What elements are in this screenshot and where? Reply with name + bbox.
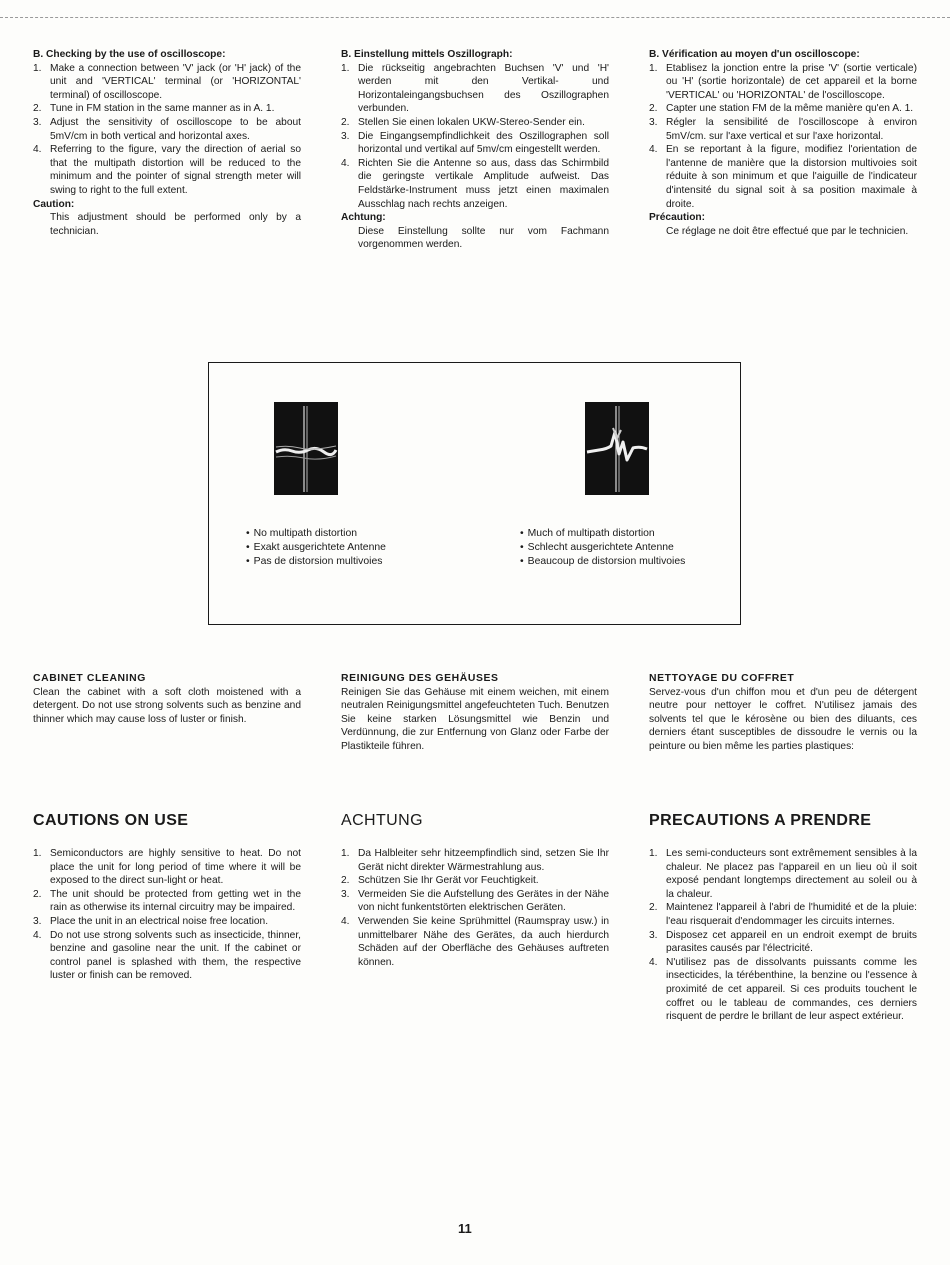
osc-col-en: [33, 48, 301, 238]
cleaning-title-fr: NETTOYAGE DU COFFRET: [649, 673, 795, 684]
cautions-title-en: CAUTIONS ON USE: [33, 812, 189, 829]
caption-item: • Schlecht ausgerichtete Antenne: [520, 541, 685, 555]
caution-text-fr: Ce réglage ne doit être effectué que par le technicien.: [666, 225, 909, 237]
list-item: 3. Régler la sensibilité de l'oscilloscope à environ 5mV/cm. sur l'axe vertical et sur l'axe horizontal.: [649, 116, 917, 142]
list-item: 3. Place the unit in an electrical noise free location.: [33, 915, 269, 927]
list-item: 4. En se reportant à la figure, modifiez l'orientation de l'antenne de manière que la distorsion multivoies soit réduite à son minimum et que l'aiguille de l'indicateur d'intensité du signal soit à sa position maximale à droite.: [649, 144, 917, 210]
caption-item: • Pas de distorsion multivoies: [246, 555, 386, 569]
list-item: 3. Adjust the sensitivity of oscilloscope to be about 5mV/cm in both vertical and horizontal axes.: [33, 116, 301, 142]
list-item: 2. Schützen Sie Ihr Gerät vor Feuchtigkeit.: [341, 875, 539, 887]
scope-screen-distortion: [585, 402, 649, 495]
cautions-list-fr: [649, 847, 917, 1024]
caution-label-de: Achtung:: [341, 212, 386, 224]
caption-item: • No multipath distortion: [246, 527, 386, 541]
list-item: 1. Da Halbleiter sehr hitzeempfindlich sind, setzen Sie Ihr Gerät nicht direkter Wärmestrahlung aus.: [341, 848, 609, 873]
cleaning-text-en: Clean the cabinet with a soft cloth moistened with a detergent. Do not use strong solvents such as benzine and thinner which may cause loss of luster or finish.: [33, 686, 301, 725]
top-rule: [0, 17, 950, 18]
caption-item: • Exakt ausgerichtete Antenne: [246, 541, 386, 555]
scope-screen-no-distortion: [274, 402, 338, 495]
osc-heading-fr: B. Vérification au moyen d'un oscilloscope:: [649, 49, 860, 60]
cautions-en: [33, 847, 301, 983]
cautions-list-de: [341, 847, 609, 969]
waveform-flat: [274, 402, 338, 495]
osc-heading-en: B. Checking by the use of oscilloscope:: [33, 49, 226, 60]
list-item: 2. Capter une station FM de la même manière qu'en A. 1.: [649, 103, 914, 115]
osc-col-fr: [649, 48, 917, 238]
cautions-title-de: ACHTUNG: [341, 812, 423, 829]
cleaning-text-de: Reinigen Sie das Gehäuse mit einem weichen, mit einem neutralen Reinigungsmittel angefeuchteten Tuch. Benutzen Sie keine starken Lösungsmittel wie Benzin und Verdünnung, die zur Entfernung von Glanz oder Farbe der Plastikteile führen.: [341, 686, 609, 752]
osc-steps-fr: [649, 62, 917, 212]
list-item: 4. Richten Sie die Antenne so aus, dass das Schirmbild die geringste vertikale Amplitude aufweist. Das Feldstärke-Instrument muss jetzt einen maximalen Ausschlag nach rechts anzeigen.: [341, 157, 609, 210]
caution-label-en: Caution:: [33, 198, 75, 210]
list-item: 3. Die Eingangsempfindlichkeit des Oszillographen soll horizontal und vertikal auf 5mv/cm eingestellt werden.: [341, 130, 609, 156]
list-item: 4. N'utilisez pas de dissolvants puissants comme les insecticides, la térébenthine, la benzine ou l'essence à proximité de cet appareil. Si ces produits touchent le coffret ou le tableau de commandes, ces derniers risquent de perdre le brillant de leur aspect extérieur.: [649, 956, 917, 1023]
cautions-de: [341, 847, 609, 969]
osc-heading-de: B. Einstellung mittels Oszillograph:: [341, 49, 513, 60]
list-item: 4. Verwenden Sie keine Sprühmittel (Raumspray usw.) in unmittelbarer Nähe des Gerätes, da auch hierdurch Schäden auf der Oberfläche des Gehäuses auftreten können.: [341, 915, 609, 968]
cautions-fr: [649, 847, 917, 1024]
list-item: 4. Referring to the figure, vary the direction of aerial so that the multipath distortion will be reduced to the minimum and the pointer of signal strength meter will swing to right to the full extent.: [33, 144, 301, 196]
osc-steps-en: [33, 62, 301, 198]
caution-label-fr: Précaution:: [649, 212, 706, 224]
caution-text-en: This adjustment should be performed only by a technician.: [50, 212, 301, 237]
cleaning-title-de: REINIGUNG DES GEHÄUSES: [341, 673, 499, 684]
cleaning-title-en: CABINET CLEANING: [33, 673, 146, 684]
cleaning-text-fr: Servez-vous d'un chiffon mou et d'un peu de détergent neutre pour nettoyer le coffret. N'utilisez jamais des solvents tel que le kérosène ou bien des diluants, ces derniers étant susceptibles de dissoudre le vernis ou la peinture ou bien même les parties plastiques:: [649, 686, 917, 752]
list-item: 3. Disposez cet appareil en un endroit exempt de bruits parasites causés par l'électricité.: [649, 929, 917, 955]
caution-text-de: Diese Einstellung sollte nur vom Fachmann vorgenommen werden.: [358, 225, 609, 251]
cautions-list-en: [33, 847, 301, 983]
caption-item: • Beaucoup de distorsion multivoies: [520, 555, 685, 569]
list-item: 2. Stellen Sie einen lokalen UKW-Stereo-Sender ein.: [341, 116, 585, 128]
cleaning-fr: [649, 672, 917, 754]
cautions-title-fr: PRECAUTIONS A PRENDRE: [649, 812, 872, 829]
page-number: 11: [458, 1221, 472, 1236]
waveform-distorted: [585, 402, 649, 495]
list-item: 3. Vermeiden Sie die Aufstellung des Gerätes in der Nähe von nicht funkentstörten elektrischen Geräten.: [341, 888, 609, 914]
list-item: 1. Les semi-conducteurs sont extrêmement sensibles à la chaleur. Ne placez pas l'appareil en un lieu où il soit exposé pendant longtemps directement au soleil ou à la chaleur.: [649, 848, 917, 900]
list-item: 1. Die rückseitig angebrachten Buchsen 'V' und 'H' werden mit den Vertikal- und Horizontaleingangsbuchsen des Oszillographen verbunden.: [341, 62, 609, 115]
caption-item: • Much of multipath distortion: [520, 527, 685, 541]
caption-no-distortion: [246, 527, 386, 569]
cleaning-de: [341, 672, 609, 754]
caption-distortion: [520, 527, 685, 569]
list-item: 2. Tune in FM station in the same manner as in A. 1.: [33, 103, 275, 115]
cleaning-en: [33, 672, 301, 726]
list-item: 1. Etablisez la jonction entre la prise 'V' (sortie verticale) ou 'H' (sortie horizontale) de cet appareil et la borne 'VERTICAL' ou 'HORIZONTAL' de l'oscilloscope.: [649, 62, 917, 101]
list-item: 1. Semiconductors are highly sensitive to heat. Do not place the unit for long period of time where it will be exposed to the direct sun-light or heat.: [33, 848, 301, 887]
oscilloscope-figure: [208, 362, 741, 625]
osc-steps-de: [341, 62, 609, 212]
osc-col-de: [341, 48, 609, 252]
list-item: 4. Do not use strong solvents such as insecticide, thinner, benzine and gasoline near the unit. If the cabinet or control panel is splashed with them, the respective luster or finish can be removed.: [33, 929, 301, 982]
list-item: 2. Maintenez l'appareil à l'abri de l'humidité et de la pluie: l'eau risquerait d'endommager les circuits internes.: [649, 902, 917, 927]
list-item: 2. The unit should be protected from getting wet in the rain as otherwise its internal circuitry may be impaired.: [33, 888, 301, 914]
list-item: 1. Make a connection between 'V' jack (or 'H' jack) of the unit and 'VERTICAL' terminal (or 'HORIZONTAL' terminal) of oscilloscope.: [33, 62, 301, 101]
